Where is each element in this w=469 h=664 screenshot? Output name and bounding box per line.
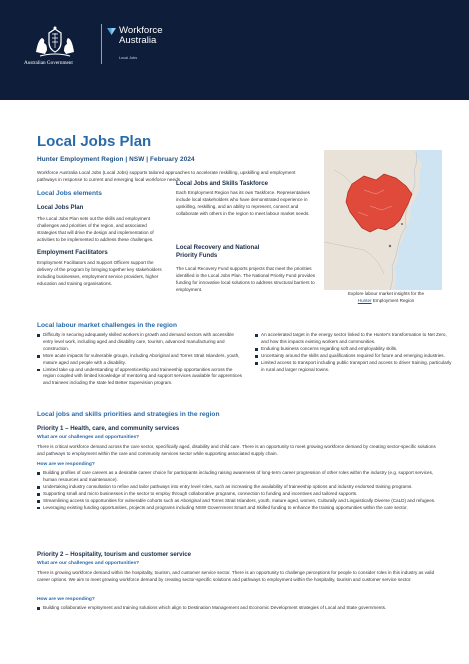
list-item: Undertaking industry consultation to refine and tailor pathways into entry level roles, such as increasing the availability of traineeship options and industry endorsed training programs.: [37, 484, 441, 491]
priorities-heading: Local jobs and skills priorities and strategies in the region: [37, 411, 220, 418]
header-banner: [0, 0, 469, 100]
priority-1-responses: [37, 470, 441, 511]
brand-line-2: Australia: [119, 35, 157, 46]
priority-2-q2: How are we responding?: [37, 597, 95, 602]
page-subtitle: Hunter Employment Region | NSW | February 2024: [37, 156, 195, 163]
facilitators-text: Employment Facilitators and Support Officers support the delivery of the program by bringing together key stakeholders including businesses, employment service providers, higher education and training organisations.: [37, 260, 162, 286]
recovery-text: The Local Recovery Fund supports projects that meet the priorities identified in the Local Jobs Plan. The National Priority Fund provides funding for innovative local solutions to address structural barriers to employment.: [176, 266, 316, 292]
region-map-image: [324, 150, 442, 290]
brand-line-1: Workforce: [119, 25, 163, 36]
priority-1-title: Priority 1 – Health, care, and community services: [37, 425, 180, 432]
challenges-left-list: [37, 332, 245, 387]
map-caption: [330, 291, 442, 305]
recovery-title-line-1: Local Recovery and National: [176, 244, 260, 251]
list-item: Leveraging existing funding opportunities, projects and programs including NSW Government Smart and Skilled funding to enhance the training opportunities within the care sector.: [37, 505, 441, 512]
elements-heading: Local Jobs elements: [37, 190, 102, 197]
list-item: Enduring business concerns regarding soft and employability skills.: [255, 346, 455, 353]
brand-sub: Local Jobs: [119, 56, 138, 60]
map-caption-line-2: [330, 298, 442, 305]
header-divider: [101, 24, 102, 64]
priority-2-q1: What are our challenges and opportunities?: [37, 561, 140, 566]
challenges-right-list: [255, 332, 455, 373]
challenges-heading: Local labour market challenges in the region: [37, 322, 177, 329]
taskforce-title: Local Jobs and Skills Taskforce: [176, 180, 269, 187]
region-map[interactable]: [324, 150, 442, 290]
coat-of-arms-icon: [30, 26, 80, 60]
govt-label: Australian Government: [24, 60, 73, 66]
priority-1-challenge: There is critical workforce demand across the care sector, specifically aged, disability and child care. There is an opportunity to meet growing workforce demand by creating sector-specific solutions and pathways to employment within the care and community services sector while supporting associated supply chain.: [37, 444, 436, 456]
page-title: Local Jobs Plan: [37, 133, 152, 150]
list-item: Limited take up and understanding of apprenticeship and traineeship opportunities across the region coupled with limited knowledge of mentoring and support services available for apprentices and trainees including the state led Better Supervision program.: [37, 367, 245, 388]
priority-2-responses: [37, 605, 441, 612]
list-item: Streamlining access to opportunities for vulnerable cohorts such as Aboriginal and Torres Strait Islanders, youth, mature aged, women, Culturally and Linguistically Diverse (CaLD) and refugees.: [37, 498, 441, 505]
priority-2-challenge: There is growing workforce demand within the hospitality, tourism, and customer service sector. There is an opportunity to challenge perceptions for people to consider roles in this industry as valid career options. We aim to meet growing workforce demand by creating sector-specific solutions and pathways to employment within the hospitality, tourism and customer service sector.: [37, 570, 435, 582]
hunter-link[interactable]: Hunter: [357, 297, 372, 303]
taskforce-text: Each Employment Region has its own Taskforce. Representatives include local stakeholders who have demonstrated experience in upskilling, reskilling, and an ability to represent, connect and collaborate with others in the region to meet labour market needs.: [176, 190, 310, 216]
list-item: Uncertainty around the skills and qualifications required for future and emerging industries.: [255, 353, 455, 360]
list-item: An accelerated target in the energy sector linked to the Hunter's transformation to Net Zero, and how this impacts existing workers and communities.: [255, 332, 455, 346]
priority-1-q2: How are we responding?: [37, 462, 95, 467]
plan-text: The Local Jobs Plan sets out the skills and employment challenges and priorities of the region, and associated strategies that will drive the design and implementation of activities to be implemented to address these challenges.: [37, 216, 154, 242]
plan-title: Local Jobs Plan: [37, 204, 84, 211]
list-item: More acute impacts for vulnerable groups, including Aboriginal and Torres Strait Islanders, youth, mature aged and people with a disability.: [37, 353, 245, 367]
list-item: Building profiles of care careers as a desirable career choice for participants including raising awareness of long-term career progression of other roles within the industry (e.g. support services, human resources and maintenance).: [37, 470, 441, 484]
priority-2-title: Priority 2 – Hospitality, tourism and customer service: [37, 551, 191, 558]
list-item: Difficulty in securing adequately skilled workers in growth and demand sectors with accessible entry level work, including aged and disability care, tourism, advanced manufacturing and construction.: [37, 332, 245, 353]
recovery-title: [176, 244, 259, 260]
priority-1-q1: What are our challenges and opportunities?: [37, 435, 140, 440]
facilitators-title: Employment Facilitators: [37, 249, 108, 256]
map-caption-line-1: Explore labour market insights for the: [347, 291, 425, 296]
intro-text: Workforce Australia Local Jobs (Local Jobs) supports tailored approaches to accelerate reskilling, upskilling and employment pathways in response to current and emerging local workforce needs.: [37, 170, 296, 182]
recovery-title-line-2: Priority Funds: [176, 252, 218, 259]
list-item: Building collaborative employment and training solutions which align to Destination Management and Economic Development strategies of Local and State governments.: [37, 605, 441, 612]
workforce-australia-logo-icon: [107, 27, 116, 36]
map-caption-rest: Employment Region: [371, 297, 415, 303]
list-item: Limited access to transport including public transport and access to driver training, particularly in rural and larger regional towns.: [255, 360, 455, 374]
list-item: Supporting small and micro businesses in the sector to employ through collaborative programs, connection to funding and incentives and tailored supports.: [37, 491, 441, 498]
brand-name: [119, 26, 179, 46]
